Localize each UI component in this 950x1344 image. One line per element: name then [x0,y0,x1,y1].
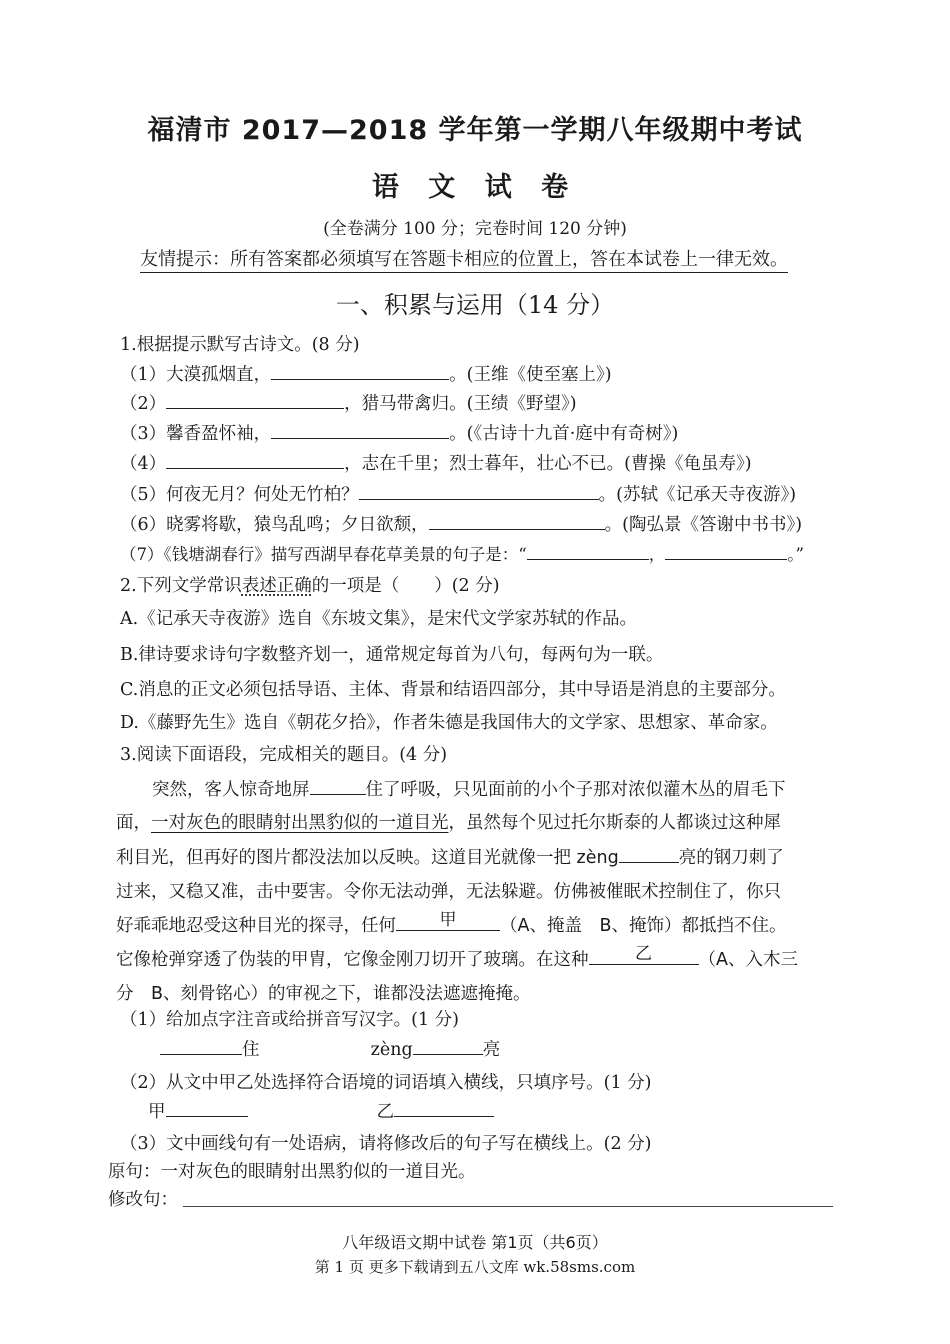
passage-line: 突然，客人惊奇地屏 住了呼吸，只见面前的小个子那对浓似灌木丛的眉毛下 [152,776,786,801]
site-footer: 第 1 页 更多下载请到五八文库 wk.58sms.com [314,1258,636,1276]
q2-option-b: B.律诗要求诗句字数整齐划一，通常规定每首为八句，每两句为一联。 [120,645,664,665]
q1-line5: （5）何夜无月？何处无竹柏？ 。(苏轼《记承天寺夜游》) [120,481,796,506]
q1-line3: （3）馨香盈怀袖， 。(《古诗十九首·庭中有奇树》) [120,420,678,445]
blank[interactable] [527,541,649,560]
blank-jia[interactable]: 甲 [396,912,500,931]
exam-title: 福清市 2017—2018 学年第一学期八年级期中考试 [147,115,803,146]
blank[interactable] [166,450,344,469]
q1-line2: （2） ，猎马带禽归。(王绩《野望》) [120,390,577,415]
q1-line7: （7）《钱塘湖春行》描写西湖早春花草美景的句子是：“ ， 。” [120,541,804,565]
q2-option-c: C.消息的正文必须包括导语、主体、背景和结语四部分，其中导语是消息的主要部分。 [120,680,786,700]
q3-sub1: （1）给加点字注音或给拼音写汉字。(1 分) [120,1010,459,1030]
revised-sentence-label: 修改句： [108,1190,178,1210]
exam-note: (全卷满分 100 分；完卷时间 120 分钟) [323,219,627,239]
q1-stem: 1.根据提示默写古诗文。(8 分) [120,335,360,355]
q1-line4: （4） ，志在千里；烈士暮年，壮心不已。(曹操《龟虽寿》) [120,450,752,475]
exam-subtitle: 语 文 试 卷 [371,172,579,203]
q3-stem: 3.阅读下面语段，完成相关的题目。(4 分) [120,745,448,765]
revised-sentence-line[interactable] [183,1206,833,1207]
passage-line: 过来，又稳又准，击中要害。令你无法动弹，无法躲避。仿佛被催眠术控制住了，你只 [116,882,781,902]
q3-sub3: （3）文中画线句有一处语病，请将修改后的句子写在横线上。(2 分) [120,1134,652,1154]
blank[interactable] [619,844,679,863]
blank[interactable] [429,511,605,530]
passage-line: 面，一对灰色的眼睛射出黑豹似的一道目光，虽然每个见过托尔斯泰的人都谈过这种犀 [116,813,781,833]
blank[interactable] [271,420,449,439]
blank[interactable] [413,1036,483,1055]
blank[interactable] [271,361,449,380]
q3-sub1-answers: 住 zèng 亮 [160,1036,500,1061]
passage-line: 它像枪弹穿透了伪装的甲胄，它像金刚刀切开了玻璃。在这种 乙 （A、入木三 [116,944,798,970]
q3-sub2: （2）从文中甲乙处选择符合语境的词语填入横线，只填序号。(1 分) [120,1073,652,1093]
q1-line1: （1）大漠孤烟直， 。(王维《使至塞上》) [120,361,612,386]
original-sentence: 原句：一对灰色的眼睛射出黑豹似的一道目光。 [108,1162,476,1182]
exam-tip: 友情提示：所有答案都必须填写在答题卡相应的位置上，答在本试卷上一律无效。 [140,245,788,273]
passage-line: 好乖乖地忍受这种目光的探寻，任何 甲 （A、掩盖 B、掩饰）都抵挡不住。 [116,910,787,936]
q2-option-d: D.《藤野先生》选自《朝花夕拾》，作者朱德是我国伟大的文学家、思想家、革命家。 [120,713,778,733]
blank[interactable] [359,481,599,500]
blank[interactable] [310,776,366,795]
section-heading: 一、积累与运用（14 分） [335,291,615,319]
blank[interactable] [665,541,787,560]
underlined-sentence: 一对灰色的眼睛射出黑豹似的一道目光 [151,813,449,833]
blank[interactable] [166,390,344,409]
q3-sub2-answers: 甲 乙 [148,1098,494,1123]
blank[interactable] [160,1036,242,1055]
page-footer: 八年级语文期中试卷 第1页（共6页） [342,1233,608,1252]
blank[interactable] [166,1098,248,1117]
blank-yi[interactable]: 乙 [589,946,699,965]
q2-stem: 2.下列文学常识表述正确的一项是（ ）(2 分) [120,576,500,596]
blank[interactable] [394,1098,494,1117]
passage-line: 分 B、刻骨铭心）的审视之下，谁都没法遮遮掩掩。 [116,984,531,1004]
q1-line6: （6）晓雾将歇，猿鸟乱鸣；夕日欲颓， 。(陶弘景《答谢中书书》) [120,511,802,536]
passage-line: 利目光，但再好的图片都没法加以反映。这道目光就像一把 zèng 亮的钢刀刺了 [116,844,784,869]
q2-option-a: A.《记承天寺夜游》选自《东坡文集》，是宋代文学家苏轼的作品。 [120,609,637,629]
